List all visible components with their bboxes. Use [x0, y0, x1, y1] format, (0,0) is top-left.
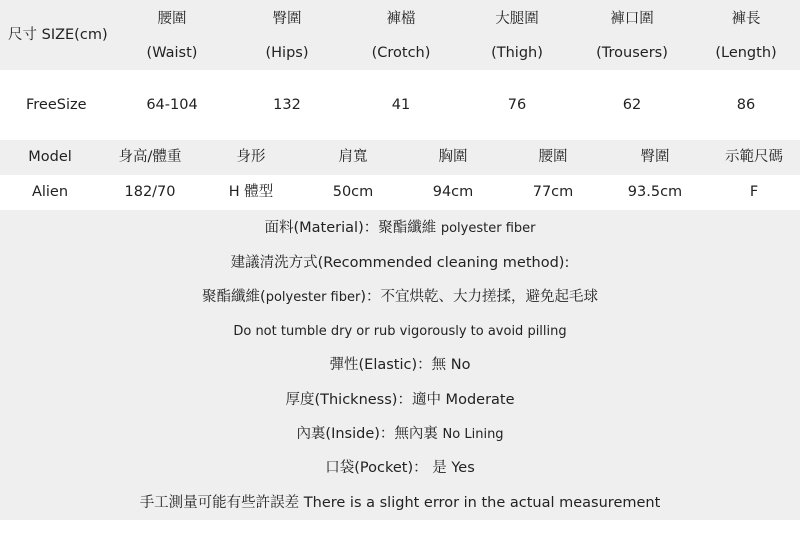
cleaning-en-text: Do not tumble dry or rub vigorously to avoid pilling	[233, 324, 567, 339]
thickness-note: 厚度(Thickness)：適中 Moderate	[285, 392, 515, 408]
col-hips-cn: 臀圍	[272, 11, 302, 27]
measurement-error-note: 手工測量可能有些許誤差 There is a slight error in the actual measurement	[139, 495, 661, 511]
model-body-shape: H 體型	[228, 184, 274, 200]
model-name: Alien	[31, 184, 69, 200]
material-note	[0, 219, 800, 238]
model-header-height-weight: 身高/體重	[118, 149, 182, 165]
col-waist-cn: 腰圍	[157, 11, 187, 27]
col-thigh-en: (Thigh)	[491, 45, 543, 61]
col-trousers-en: (Trousers)	[596, 45, 668, 61]
model-header-chest: 胸圍	[438, 149, 468, 165]
value-crotch: 41	[391, 97, 411, 113]
size-header-row	[0, 0, 800, 70]
col-waist-en: (Waist)	[146, 45, 198, 61]
size-label: 尺寸 SIZE(cm)	[8, 27, 108, 43]
value-thigh: 76	[507, 97, 527, 113]
value-hips: 132	[273, 97, 301, 113]
col-crotch-en: (Crotch)	[371, 45, 431, 61]
inside-en: No Lining	[442, 427, 504, 442]
material-en: polyester fiber	[440, 221, 536, 236]
col-length-en: (Length)	[715, 45, 777, 61]
col-trousers-cn: 褲口圍	[610, 11, 654, 27]
cleaning-en-note	[0, 322, 800, 341]
col-hips-en: (Hips)	[265, 45, 309, 61]
inside-note	[0, 425, 800, 444]
cleaning-cn-mid: polyester fiber	[265, 290, 361, 305]
size-values-row	[0, 70, 800, 140]
value-waist: 64-104	[146, 97, 198, 113]
model-header-demo-size: 示範尺碼	[725, 149, 783, 165]
care-notes	[0, 210, 800, 520]
col-thigh-cn: 大腿圍	[495, 11, 539, 27]
inside-text: 內裏(Inside)：無內裏	[296, 426, 438, 442]
elastic-note: 彈性(Elastic)：無 No	[329, 357, 471, 373]
model-waist: 77cm	[532, 184, 574, 200]
model-chest: 94cm	[432, 184, 474, 200]
material-text: 面料(Material)：聚酯纖維	[264, 220, 437, 236]
model-hips: 93.5cm	[627, 184, 683, 200]
model-values-row	[0, 175, 800, 210]
col-length-cn: 褲長	[731, 11, 761, 27]
model-demo-size: F	[749, 184, 759, 200]
cleaning-cn-prefix: 聚酯纖維(	[202, 289, 266, 305]
value-length: 86	[736, 97, 756, 113]
model-header-model: Model	[28, 149, 72, 165]
model-header-shoulder: 肩寬	[338, 149, 368, 165]
model-shoulder: 50cm	[332, 184, 374, 200]
cleaning-cn-note	[0, 288, 800, 307]
model-header-waist: 腰圍	[538, 149, 568, 165]
col-crotch-cn: 褲檔	[386, 11, 416, 27]
cleaning-title: 建議清洗方式(Recommended cleaning method):	[230, 255, 570, 271]
cleaning-cn-suffix: )：不宜烘乾、大力搓揉，避免起毛球	[360, 289, 598, 305]
model-height-weight: 182/70	[124, 184, 176, 200]
model-header-body-shape: 身形	[236, 149, 266, 165]
model-header-hips: 臀圍	[640, 149, 670, 165]
row-label-freesize: FreeSize	[26, 97, 87, 113]
pocket-note: 口袋(Pocket)： 是 Yes	[325, 460, 475, 476]
model-header-row	[0, 140, 800, 175]
value-trousers: 62	[622, 97, 642, 113]
